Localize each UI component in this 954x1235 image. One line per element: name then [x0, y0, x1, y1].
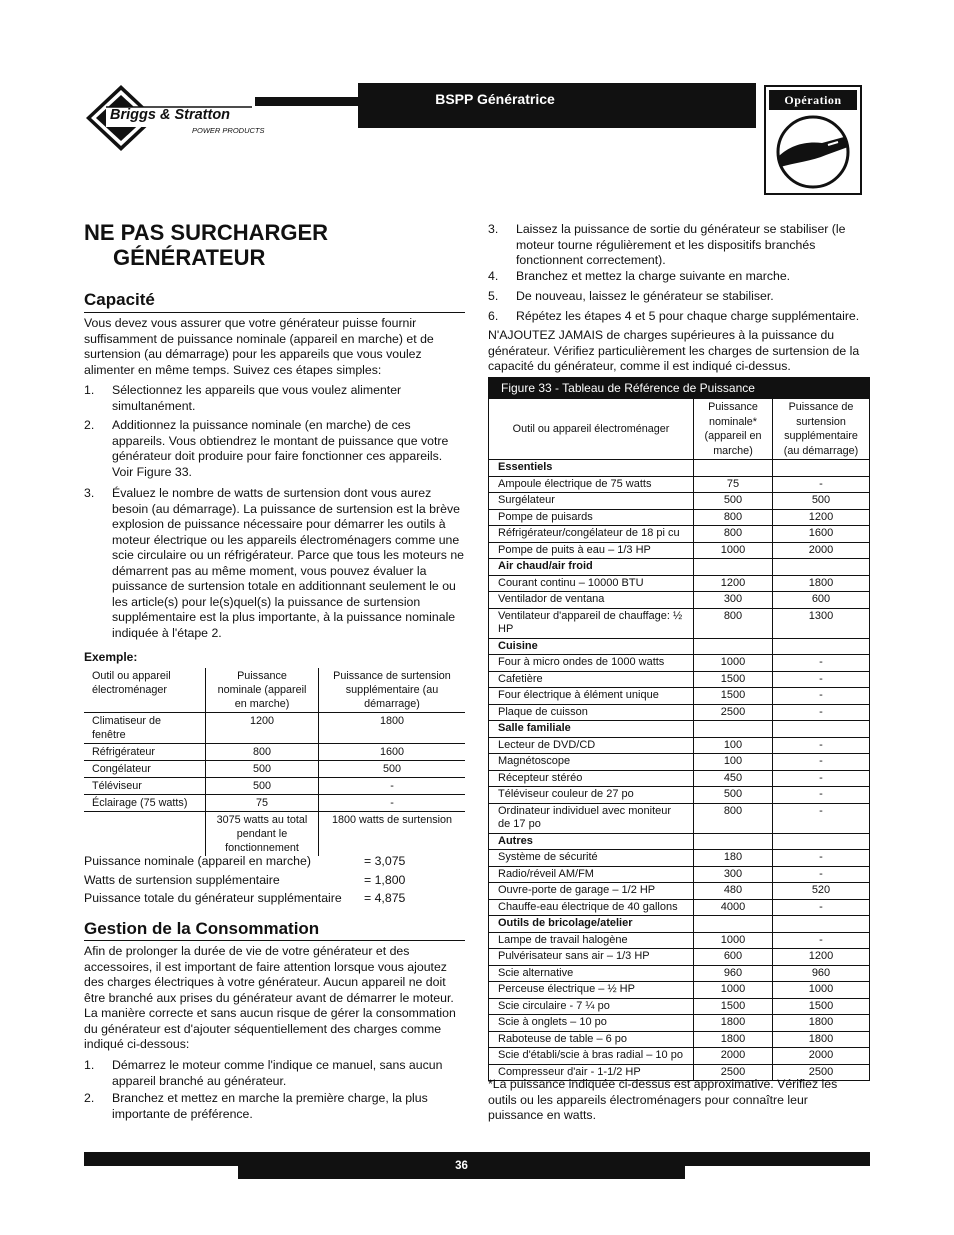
- ref-item: Four à micro ondes de 1000 watts: [489, 655, 694, 672]
- ref-surge: -: [773, 932, 870, 949]
- ref-surge: -: [773, 899, 870, 916]
- capacite-step-3-number: 3.: [84, 486, 95, 500]
- ref-table-row: [489, 998, 869, 1015]
- ref-table-row: [489, 1015, 869, 1032]
- ref-table-row: [489, 770, 869, 787]
- ref-table-row: [489, 493, 869, 510]
- ref-category-empty-cell: [773, 559, 870, 576]
- example-surge: -: [319, 778, 466, 795]
- ref-category-empty-cell: [694, 460, 773, 477]
- example-row: [84, 795, 465, 812]
- ref-surge: -: [773, 476, 870, 493]
- ref-item: Scie à onglets – 10 po: [489, 1015, 694, 1032]
- example-item: Congélateur: [92, 763, 151, 775]
- ref-category-empty-cell: [773, 916, 870, 933]
- ref-item: Ampoule électrique de 75 watts: [489, 476, 694, 493]
- ref-table-row: [489, 575, 869, 592]
- ref-surge: 1800: [773, 1015, 870, 1032]
- header-title: BSPP Génératrice: [435, 91, 555, 107]
- ref-table-row: [489, 608, 869, 638]
- ref-running: 4000: [694, 899, 773, 916]
- ref-running: 300: [694, 866, 773, 883]
- ref-surge: -: [773, 850, 870, 867]
- ref-running: 1500: [694, 998, 773, 1015]
- example-running: 500: [206, 778, 319, 795]
- gestion-step-6-number: 6.: [488, 309, 499, 323]
- ref-running: 180: [694, 850, 773, 867]
- ref-table-row: [489, 1031, 869, 1048]
- ref-surge: 960: [773, 965, 870, 982]
- gestion-step-3: Laissez la puissance de sortie du générateur se stabiliser (le moteur tourne régulièrement et les dispositifs branchés fonctionnent correctement).: [516, 222, 846, 267]
- ref-item: Récepteur stéréo: [489, 770, 694, 787]
- ref-header-item: Outil ou appareil électroménager: [512, 422, 670, 435]
- ref-category-name: Autres: [489, 833, 694, 850]
- summary-total-value: = 4,875: [364, 891, 406, 905]
- ref-item: Radio/réveil AM/FM: [489, 866, 694, 883]
- ref-table-row: [489, 476, 869, 493]
- summary-running-value: = 3,075: [364, 854, 406, 868]
- brand-logo: [84, 83, 265, 158]
- ref-table-row: [489, 883, 869, 900]
- ref-surge: 520: [773, 883, 870, 900]
- ref-category-row: [489, 638, 869, 655]
- ref-surge: 1800: [773, 575, 870, 592]
- ref-table-row: [489, 899, 869, 916]
- ref-surge: -: [773, 655, 870, 672]
- example-surge: 500: [319, 761, 466, 778]
- gestion-step-1: Démarrez le moteur comme l'indique ce manuel, sans aucun appareil branché au générateur.: [112, 1058, 443, 1088]
- ref-running: 1000: [694, 932, 773, 949]
- ref-category-row: [489, 559, 869, 576]
- ref-item: Courant continu – 10000 BTU: [489, 575, 694, 592]
- ref-running: 480: [694, 883, 773, 900]
- gestion-step-6: Répétez les étapes 4 et 5 pour chaque charge supplémentaire.: [516, 309, 860, 323]
- example-row: [84, 761, 465, 778]
- ref-item: Chauffe-eau électrique de 40 gallons: [489, 899, 694, 916]
- ref-surge: -: [773, 737, 870, 754]
- gestion-step-5-number: 5.: [488, 289, 499, 303]
- ref-item: Système de sécurité: [489, 850, 694, 867]
- ref-category-row: [489, 460, 869, 477]
- ref-running: 1000: [694, 655, 773, 672]
- ref-running: 1800: [694, 1031, 773, 1048]
- capacite-intro: Vous devez vous assurer que votre générateur puisse fournir suffisamment de puissance nominale (appareil en marche) et de surtension (au démarrage) pour les appareils que vous voulez alimenter en même temps. Suivez ces étapes simples:: [84, 316, 434, 377]
- ref-table-row: [489, 688, 869, 705]
- ref-table-row: [489, 509, 869, 526]
- gestion-step-3-number: 3.: [488, 222, 499, 236]
- gestion-intro: Afin de prolonger la durée de vie de votre générateur et des accessoires, il est important de faire attention lorsque vous ajoutez des charges électriques à votre générateur. Aucun appareil ne doit être branché aux prises du générateur avant de démarrer le moteur. La manière correcte et sans aucun risque de gérer la consommation du générateur est d'ajouter séquentiellement des charges comme indiqué ci-dessous:: [84, 944, 456, 1051]
- ref-item: Magnétoscope: [489, 754, 694, 771]
- ref-surge: 2000: [773, 1048, 870, 1065]
- summary-running-label: Puissance nominale (appareil en marche): [84, 854, 311, 868]
- figure-footnote: *La puissance indiquée ci-dessus est approximative. Vérifiez les outils ou les appareils électroménagers pour connaître leur puissance en watts.: [488, 1077, 838, 1122]
- gestion-step-2: Branchez et mettez en marche la première charge, la plus importante de préférence.: [112, 1091, 428, 1121]
- ref-surge: -: [773, 770, 870, 787]
- ref-category-row: [489, 833, 869, 850]
- ref-running: 450: [694, 770, 773, 787]
- ref-table-body: [489, 460, 869, 1081]
- ref-table-row: [489, 526, 869, 543]
- ref-surge: 500: [773, 493, 870, 510]
- example-total-surge: 1800 watts de surtension: [319, 812, 466, 857]
- ref-table-row: [489, 932, 869, 949]
- main-title-line-1: NE PAS SURCHARGER: [84, 220, 329, 245]
- ref-category-name: Air chaud/air froid: [489, 559, 694, 576]
- gestion-rule: [84, 940, 465, 941]
- ref-running: 800: [694, 803, 773, 833]
- brand-name: Briggs & Stratton: [110, 107, 231, 123]
- ref-surge: 1300: [773, 608, 870, 638]
- ref-table-row: [489, 803, 869, 833]
- capacite-heading: Capacité: [84, 290, 155, 309]
- ref-surge: 2500: [773, 1064, 870, 1080]
- ref-category-empty-cell: [694, 559, 773, 576]
- ref-header-running: Puissance nominale* (appareil en marche): [694, 399, 773, 460]
- ref-category-name: Cuisine: [489, 638, 694, 655]
- ref-running: 1500: [694, 671, 773, 688]
- gestion-heading: Gestion de la Consommation: [84, 919, 320, 938]
- brand-sub: POWER PRODUCTS: [192, 126, 265, 135]
- example-total-item: [84, 812, 206, 857]
- ref-surge: -: [773, 787, 870, 804]
- power-reference-table: [488, 377, 870, 1081]
- ref-running: 600: [694, 949, 773, 966]
- summary-surge-label: Watts de surtension supplémentaire: [84, 873, 280, 887]
- ref-item: Plaque de cuisson: [489, 704, 694, 721]
- ref-item: Pompe de puisards: [489, 509, 694, 526]
- ref-item: Ordinateur individuel avec moniteur de 17 po: [489, 803, 694, 833]
- ref-running: 2500: [694, 704, 773, 721]
- ref-item: Four électrique à élément unique: [489, 688, 694, 705]
- ref-running: 800: [694, 608, 773, 638]
- ref-running: 300: [694, 592, 773, 609]
- summary-surge-value: = 1,800: [364, 873, 406, 887]
- ref-running: 100: [694, 737, 773, 754]
- ref-surge: -: [773, 704, 870, 721]
- overload-warning: N'AJOUTEZ JAMAIS de charges supérieures à la puissance du générateur. Vérifiez particulièrement les charges de surtension de la capacité du générateur, comme il est indiqué ci-dessus.: [488, 328, 860, 373]
- ref-table-row: [489, 737, 869, 754]
- example-item: Réfrigérateur: [92, 746, 156, 758]
- example-surge: 1600: [319, 744, 466, 761]
- ref-running: 100: [694, 754, 773, 771]
- operation-badge-label: Opération: [769, 90, 857, 110]
- capacite-rule: [84, 312, 465, 313]
- example-running: 800: [206, 744, 319, 761]
- example-item: Climatiseur de fenêtre: [92, 715, 162, 741]
- page-number: 36: [455, 1160, 468, 1172]
- example-table: [84, 668, 465, 856]
- ref-table-row: [489, 592, 869, 609]
- ref-category-row: [489, 721, 869, 738]
- ref-running: 800: [694, 509, 773, 526]
- example-header-running: Puissance nominale (appareil en marche): [206, 668, 319, 713]
- ref-running: 1000: [694, 982, 773, 999]
- ref-category-empty-cell: [694, 916, 773, 933]
- example-surge: 1800: [319, 713, 466, 744]
- ref-running: 960: [694, 965, 773, 982]
- ref-table-row: [489, 787, 869, 804]
- ref-running: 800: [694, 526, 773, 543]
- ref-surge: 1500: [773, 998, 870, 1015]
- ref-item: Pulvérisateur sans air – 1/3 HP: [489, 949, 694, 966]
- example-running: 1200: [206, 713, 319, 744]
- ref-item: Scie alternative: [489, 965, 694, 982]
- ref-item: Compresseur d'air - 1-1/2 HP: [489, 1064, 694, 1080]
- ref-surge: -: [773, 671, 870, 688]
- gestion-step-4: Branchez et mettez la charge suivante en marche.: [516, 269, 791, 283]
- ref-item: Pompe de puits à eau – 1/3 HP: [489, 542, 694, 559]
- example-header-item: Outil ou appareil électroménager: [92, 670, 171, 696]
- ref-surge: -: [773, 754, 870, 771]
- example-item: Éclairage (75 watts): [92, 797, 188, 809]
- ref-item: Ventilador de ventana: [489, 592, 694, 609]
- example-running: 75: [206, 795, 319, 812]
- ref-table-row: [489, 754, 869, 771]
- example-label: Exemple:: [84, 650, 138, 664]
- ref-running: 1500: [694, 688, 773, 705]
- ref-running: 2500: [694, 1064, 773, 1080]
- ref-item: Téléviseur couleur de 27 po: [489, 787, 694, 804]
- ref-item: Réfrigérateur/congélateur de 18 pi cu: [489, 526, 694, 543]
- ref-category-name: Salle familiale: [489, 721, 694, 738]
- ref-item: Ventilateur d'appareil de chauffage: ½ HP: [489, 608, 694, 638]
- operation-badge: [764, 85, 862, 195]
- ref-running: 1000: [694, 542, 773, 559]
- ref-running: 2000: [694, 1048, 773, 1065]
- ref-table-row: [489, 949, 869, 966]
- ref-surge: 600: [773, 592, 870, 609]
- ref-category-name: Essentiels: [489, 460, 694, 477]
- ref-item: Ouvre-porte de garage – 1/2 HP: [489, 883, 694, 900]
- ref-running: 75: [694, 476, 773, 493]
- ref-surge: 2000: [773, 542, 870, 559]
- ref-table-row: [489, 965, 869, 982]
- capacite-step-1-number: 1.: [84, 383, 95, 397]
- ref-item: Lampe de travail halogène: [489, 932, 694, 949]
- ref-item: Surgélateur: [489, 493, 694, 510]
- ref-surge: 1800: [773, 1031, 870, 1048]
- ref-table-row: [489, 655, 869, 672]
- ref-category-empty-cell: [694, 638, 773, 655]
- ref-table-row: [489, 542, 869, 559]
- ref-category-name: Outils de bricolage/atelier: [489, 916, 694, 933]
- ref-surge: 1600: [773, 526, 870, 543]
- example-row: [84, 713, 465, 744]
- summary-total-label: Puissance totale du générateur supplémentaire: [84, 891, 342, 905]
- gestion-step-1-number: 1.: [84, 1058, 95, 1072]
- example-item: Téléviseur: [92, 780, 142, 792]
- ref-table-row: [489, 866, 869, 883]
- ref-item: Raboteuse de table – 6 po: [489, 1031, 694, 1048]
- ref-running: 500: [694, 787, 773, 804]
- example-total-running: 3075 watts au total pendant le fonctionnement: [206, 812, 319, 857]
- gestion-step-4-number: 4.: [488, 269, 499, 283]
- ref-item: Perceuse électrique – ½ HP: [489, 982, 694, 999]
- ref-item: Cafetière: [489, 671, 694, 688]
- ref-surge: -: [773, 688, 870, 705]
- capacite-step-2-number: 2.: [84, 418, 95, 432]
- ref-table-row: [489, 982, 869, 999]
- ref-table-row: [489, 671, 869, 688]
- ref-surge: -: [773, 866, 870, 883]
- ref-table-row: [489, 704, 869, 721]
- ref-item: Scie d'établi/scie à bras radial – 10 po: [489, 1048, 694, 1065]
- example-running: 500: [206, 761, 319, 778]
- ref-category-empty-cell: [694, 833, 773, 850]
- example-header-surge: Puissance de surtension supplémentaire (au démarrage): [319, 668, 466, 713]
- ref-item: Scie circulaire - 7 ¼ po: [489, 998, 694, 1015]
- ref-surge: 1200: [773, 509, 870, 526]
- ref-running: 1200: [694, 575, 773, 592]
- ref-category-empty-cell: [773, 638, 870, 655]
- capacite-step-2: Additionnez la puissance nominale (en marche) de ces appareils. Vous obtiendrez le montant de puissance que votre générateur doit produire pour faire fonctionner ces appareils. Voir Figure 33.: [112, 418, 449, 479]
- ref-surge: 1000: [773, 982, 870, 999]
- ref-category-row: [489, 916, 869, 933]
- example-row: [84, 744, 465, 761]
- ref-running: 500: [694, 493, 773, 510]
- figure-caption: Figure 33 - Tableau de Référence de Puissance: [489, 378, 869, 399]
- header-title-box: [358, 83, 756, 128]
- ref-category-empty-cell: [773, 721, 870, 738]
- ref-category-empty-cell: [694, 721, 773, 738]
- example-row: [84, 778, 465, 795]
- gestion-step-2-number: 2.: [84, 1091, 95, 1105]
- main-title-line-2: GÉNÉRATEUR: [113, 245, 266, 270]
- ref-table-row: [489, 1048, 869, 1065]
- ref-table-row: [489, 850, 869, 867]
- capacite-step-3: Évaluez le nombre de watts de surtension dont vous aurez besoin (au démarrage). La puissance de surtension est la brève explosion de puissance nécessaire pour démarrer les outils à moteur électrique ou les appareils électroménagers comme une scie circulaire ou un réfrigérateur. Parce que tous les moteurs ne démarrent pas au même moment, vous pouvez évaluer la puissance de surtension totale en additionnant seulement le ou les article(s) pour le(s)quel(s) la puissance de surtension supplémentaire est la plus importante, à la puissance nominale indiquée à l'étape 2.: [112, 486, 465, 640]
- example-totals-row: [84, 812, 465, 857]
- gestion-step-5: De nouveau, laissez le générateur se stabiliser.: [516, 289, 774, 303]
- operation-hand-icon: [772, 115, 854, 189]
- ref-header-surge: Puissance de surtension supplémentaire (au démarrage): [773, 399, 870, 460]
- example-surge: -: [319, 795, 466, 812]
- ref-category-empty-cell: [773, 833, 870, 850]
- ref-item: Lecteur de DVD/CD: [489, 737, 694, 754]
- ref-surge: -: [773, 803, 870, 833]
- ref-category-empty-cell: [773, 460, 870, 477]
- footer-page-box: [238, 1156, 685, 1179]
- ref-running: 1800: [694, 1015, 773, 1032]
- capacite-step-1: Sélectionnez les appareils que vous voulez alimenter simultanément.: [112, 383, 402, 413]
- ref-surge: 1200: [773, 949, 870, 966]
